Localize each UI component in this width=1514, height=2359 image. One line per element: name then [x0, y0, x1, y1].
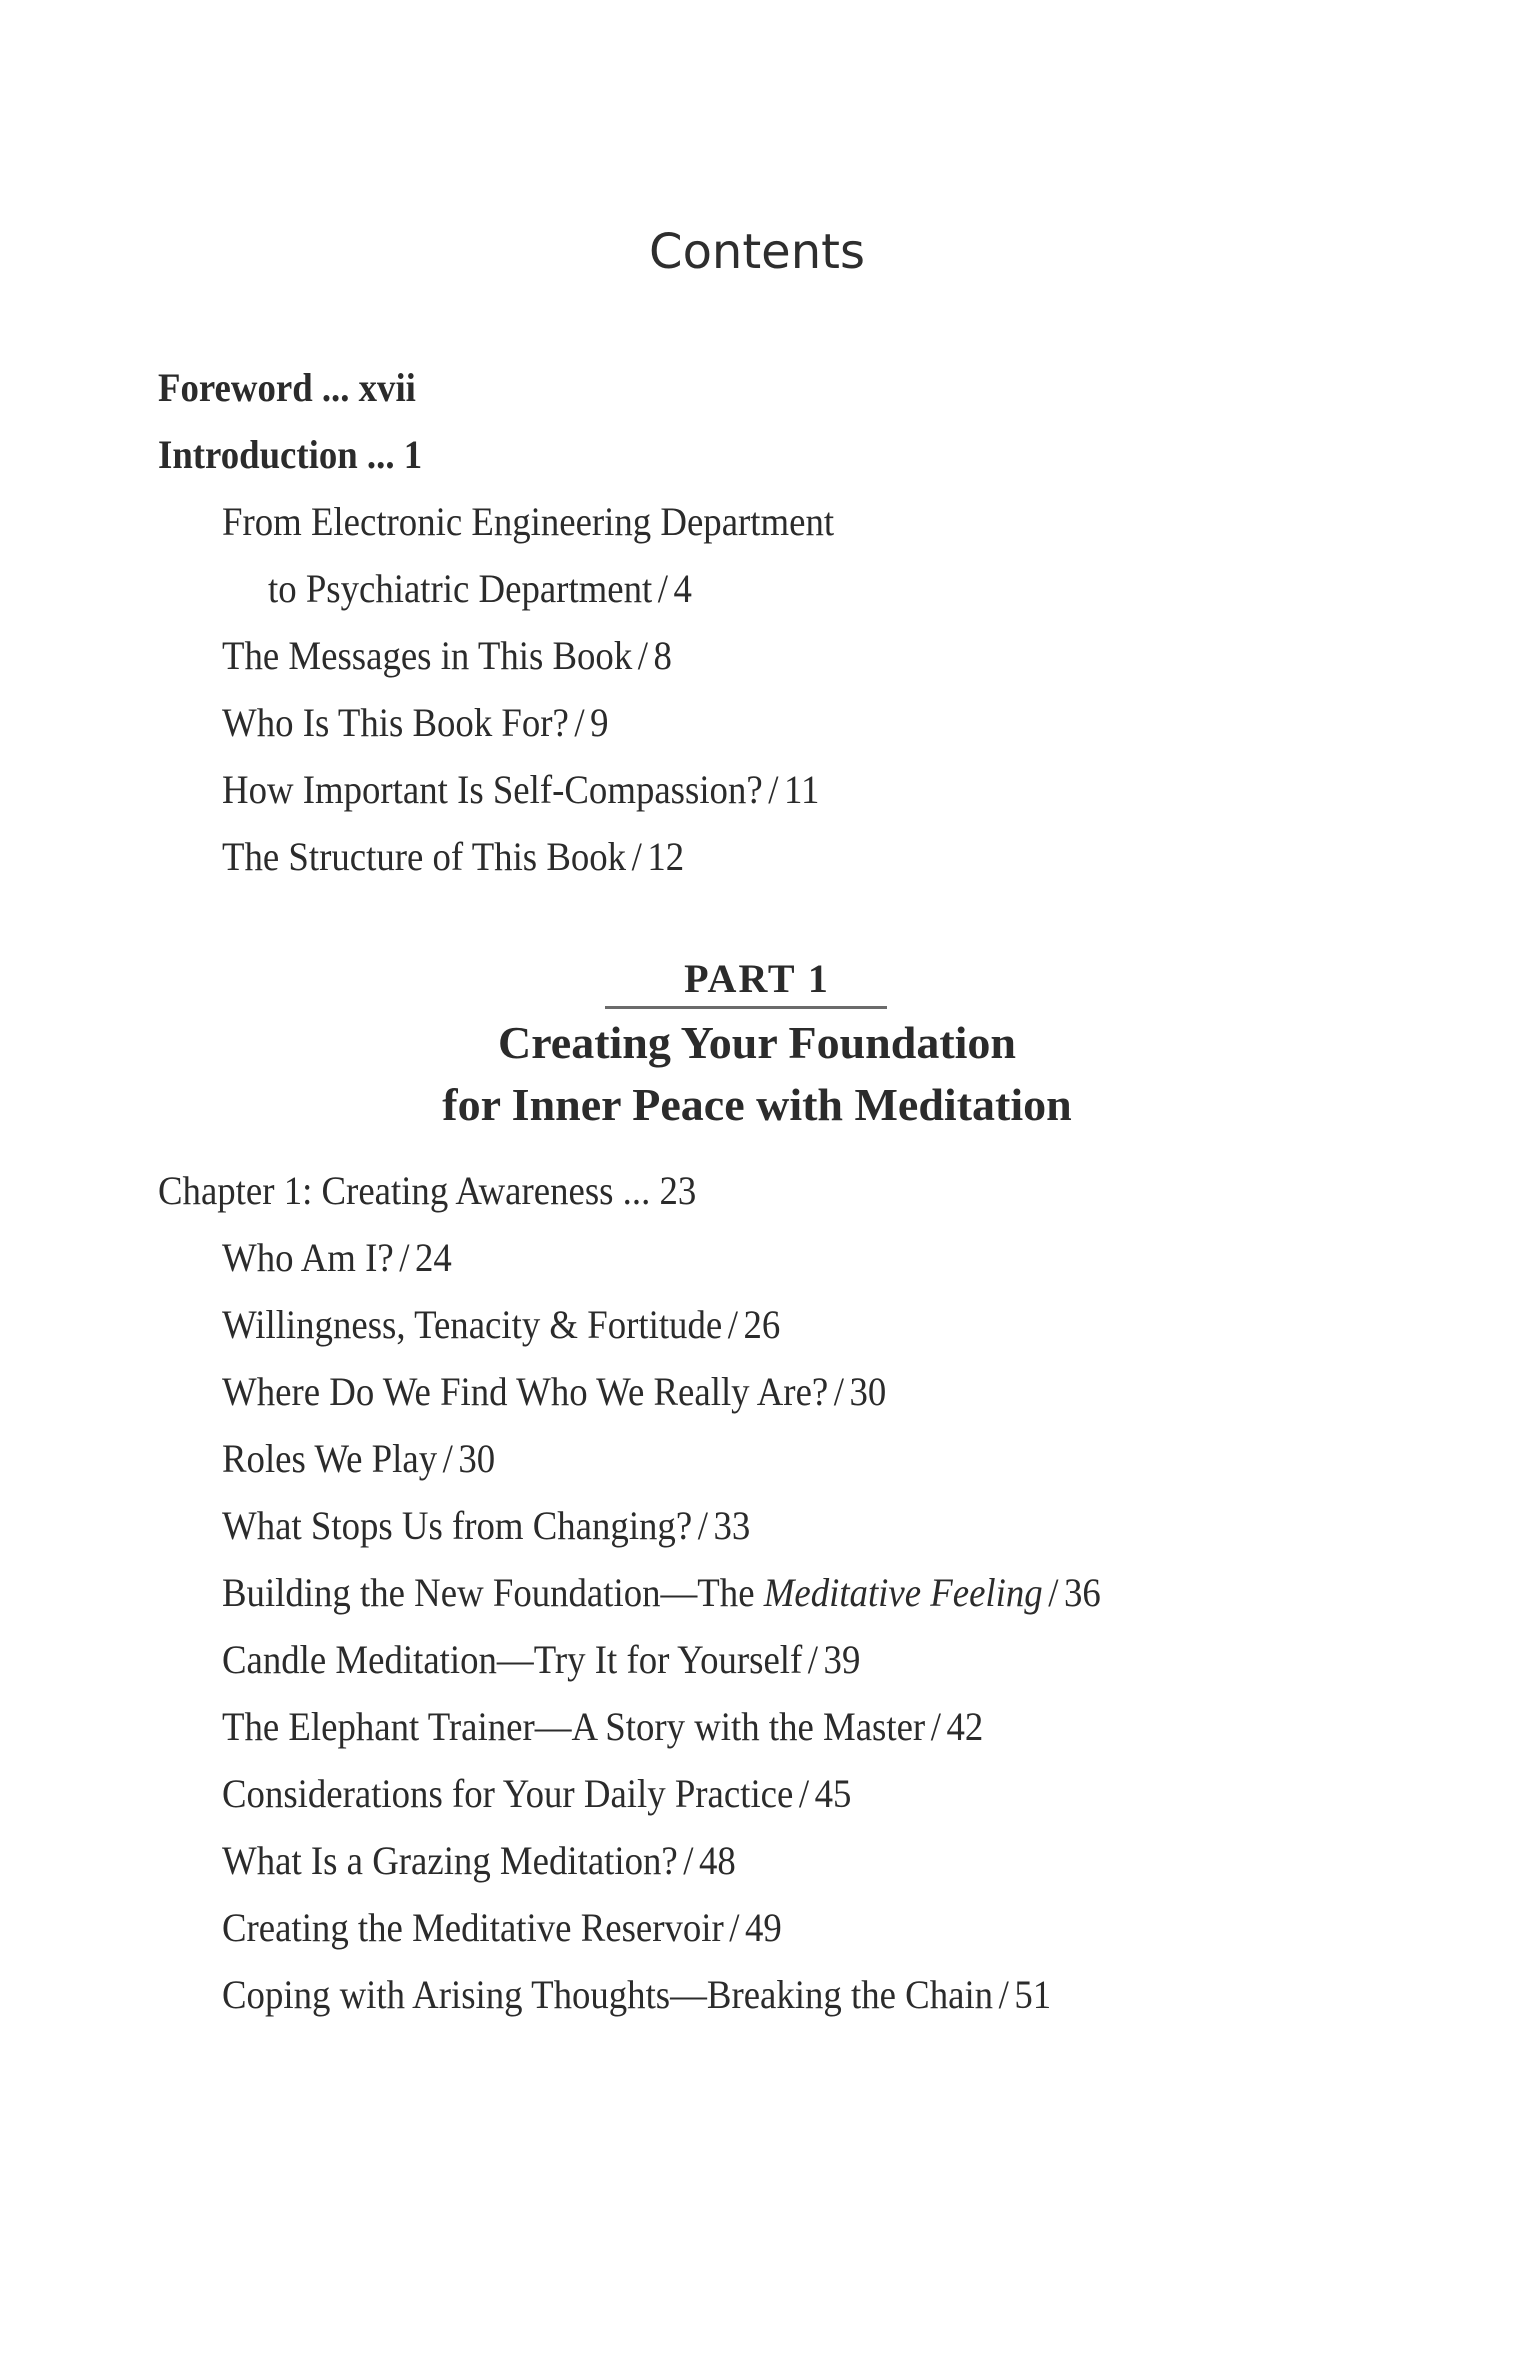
toc-entry-label: How Important Is Self-Compassion?	[222, 767, 763, 812]
toc-page-number: 30	[849, 1369, 887, 1414]
page-separator: /	[697, 1503, 708, 1548]
page-separator: /	[399, 1235, 410, 1280]
toc-entry-label: What Stops Us from Changing?	[222, 1503, 693, 1548]
toc-entry-section[interactable]	[222, 1836, 736, 1886]
page-separator: /	[574, 700, 585, 745]
toc-entry-section[interactable]	[222, 1702, 983, 1752]
toc-entry-section[interactable]	[222, 765, 819, 815]
toc-entry-section[interactable]	[222, 1635, 860, 1685]
toc-entry-label: to Psychiatric Department	[268, 566, 653, 611]
toc-entry-chapter-1[interactable]	[158, 1166, 696, 1216]
toc-page-number: 11	[783, 767, 820, 812]
toc-page-number: 23	[659, 1168, 697, 1213]
toc-leader: ...	[366, 432, 395, 477]
toc-entry-label: The Messages in This Book	[222, 633, 633, 678]
toc-entry-label: Building the New Foundation—The	[222, 1570, 764, 1615]
toc-entry-label: The Structure of This Book	[222, 834, 627, 879]
page-separator: /	[798, 1771, 810, 1816]
toc-page-number: 12	[647, 834, 685, 879]
toc-leader: ...	[321, 365, 350, 410]
toc-entry-label: Coping with Arising Thoughts—Breaking the Chain	[222, 1972, 994, 2017]
toc-page-number: 39	[823, 1637, 861, 1682]
toc-entry-section[interactable]	[222, 1903, 782, 1953]
toc-entry-italic-label: Meditative Feeling	[763, 1570, 1043, 1615]
toc-entry-section[interactable]	[222, 1769, 851, 1819]
toc-entry-section[interactable]	[222, 1970, 1051, 2020]
page-separator: /	[1048, 1570, 1059, 1615]
toc-entry-label: Who Is This Book For?	[222, 700, 569, 745]
toc-entry-label: What Is a Grazing Meditation?	[222, 1838, 678, 1883]
toc-page-number: 4	[673, 566, 692, 611]
page-separator: /	[930, 1704, 941, 1749]
toc-entry-section[interactable]	[222, 1434, 495, 1484]
toc-page-number: 49	[745, 1905, 782, 1950]
page-separator: /	[683, 1838, 694, 1883]
toc-page-number: 24	[414, 1235, 452, 1280]
toc-entry-section[interactable]	[222, 497, 834, 547]
toc-entry-label: From Electronic Engineering Department	[222, 499, 835, 544]
toc-page-number: 33	[713, 1503, 751, 1548]
toc-entry-section[interactable]	[222, 1568, 1101, 1618]
toc-page-number: 48	[699, 1838, 736, 1883]
toc-leader: ...	[622, 1168, 651, 1213]
toc-entry-section[interactable]	[222, 698, 609, 748]
toc-entry-section-continuation[interactable]	[268, 564, 692, 614]
toc-entry-label: Chapter 1: Creating Awareness	[158, 1168, 614, 1213]
toc-entry-section[interactable]	[222, 1233, 452, 1283]
part-divider	[605, 1006, 887, 1009]
toc-page-number: 36	[1063, 1570, 1101, 1615]
toc-entry-label: Willingness, Tenacity & Fortitude	[222, 1302, 723, 1347]
page-separator: /	[637, 633, 648, 678]
page-separator: /	[807, 1637, 819, 1682]
part-title-line-1: Creating Your Foundation	[497, 1017, 1017, 1068]
toc-entry-section[interactable]	[222, 631, 672, 681]
toc-entry-label: Foreword	[158, 365, 313, 410]
toc-entry-section[interactable]	[222, 832, 684, 882]
toc-page-number: 51	[1014, 1972, 1052, 2017]
page-title: Contents	[649, 224, 865, 280]
part-title-line-2: for Inner Peace with Meditation	[442, 1079, 1072, 1130]
page-separator: /	[631, 834, 642, 879]
page-separator: /	[833, 1369, 844, 1414]
toc-entry-label: Who Am I?	[222, 1235, 394, 1280]
toc-page-number: 8	[653, 633, 672, 678]
toc-entry-label: Introduction	[158, 432, 358, 477]
page-separator: /	[729, 1905, 740, 1950]
toc-entry-section[interactable]	[222, 1501, 750, 1551]
toc-page-number: 1	[403, 432, 423, 477]
toc-entry-label: Creating the Meditative Reservoir	[222, 1905, 724, 1950]
page-separator: /	[768, 767, 779, 812]
toc-entry-label: Roles We Play	[222, 1436, 438, 1481]
toc-entry-section[interactable]	[222, 1300, 780, 1350]
part-label: PART 1	[684, 956, 830, 1001]
toc-entry-label: Candle Meditation—Try It for Yourself	[222, 1637, 803, 1682]
page-separator: /	[998, 1972, 1009, 2017]
toc-entry-label: Where Do We Find Who We Really Are?	[222, 1369, 829, 1414]
toc-page-number: 30	[458, 1436, 496, 1481]
page-separator: /	[442, 1436, 453, 1481]
toc-page-number: 26	[743, 1302, 781, 1347]
toc-page-number: 45	[814, 1771, 852, 1816]
toc-entry-introduction[interactable]	[158, 430, 422, 480]
page-separator: /	[657, 566, 668, 611]
toc-entry-label: The Elephant Trainer—A Story with the Master	[222, 1704, 926, 1749]
page-separator: /	[727, 1302, 738, 1347]
toc-entry-label: Considerations for Your Daily Practice	[222, 1771, 794, 1816]
toc-page-number: 9	[590, 700, 609, 745]
toc-page-number: 42	[946, 1704, 984, 1749]
toc-entry-foreword[interactable]	[158, 363, 416, 413]
toc-entry-section[interactable]	[222, 1367, 886, 1417]
toc-page-number: xvii	[358, 365, 416, 410]
